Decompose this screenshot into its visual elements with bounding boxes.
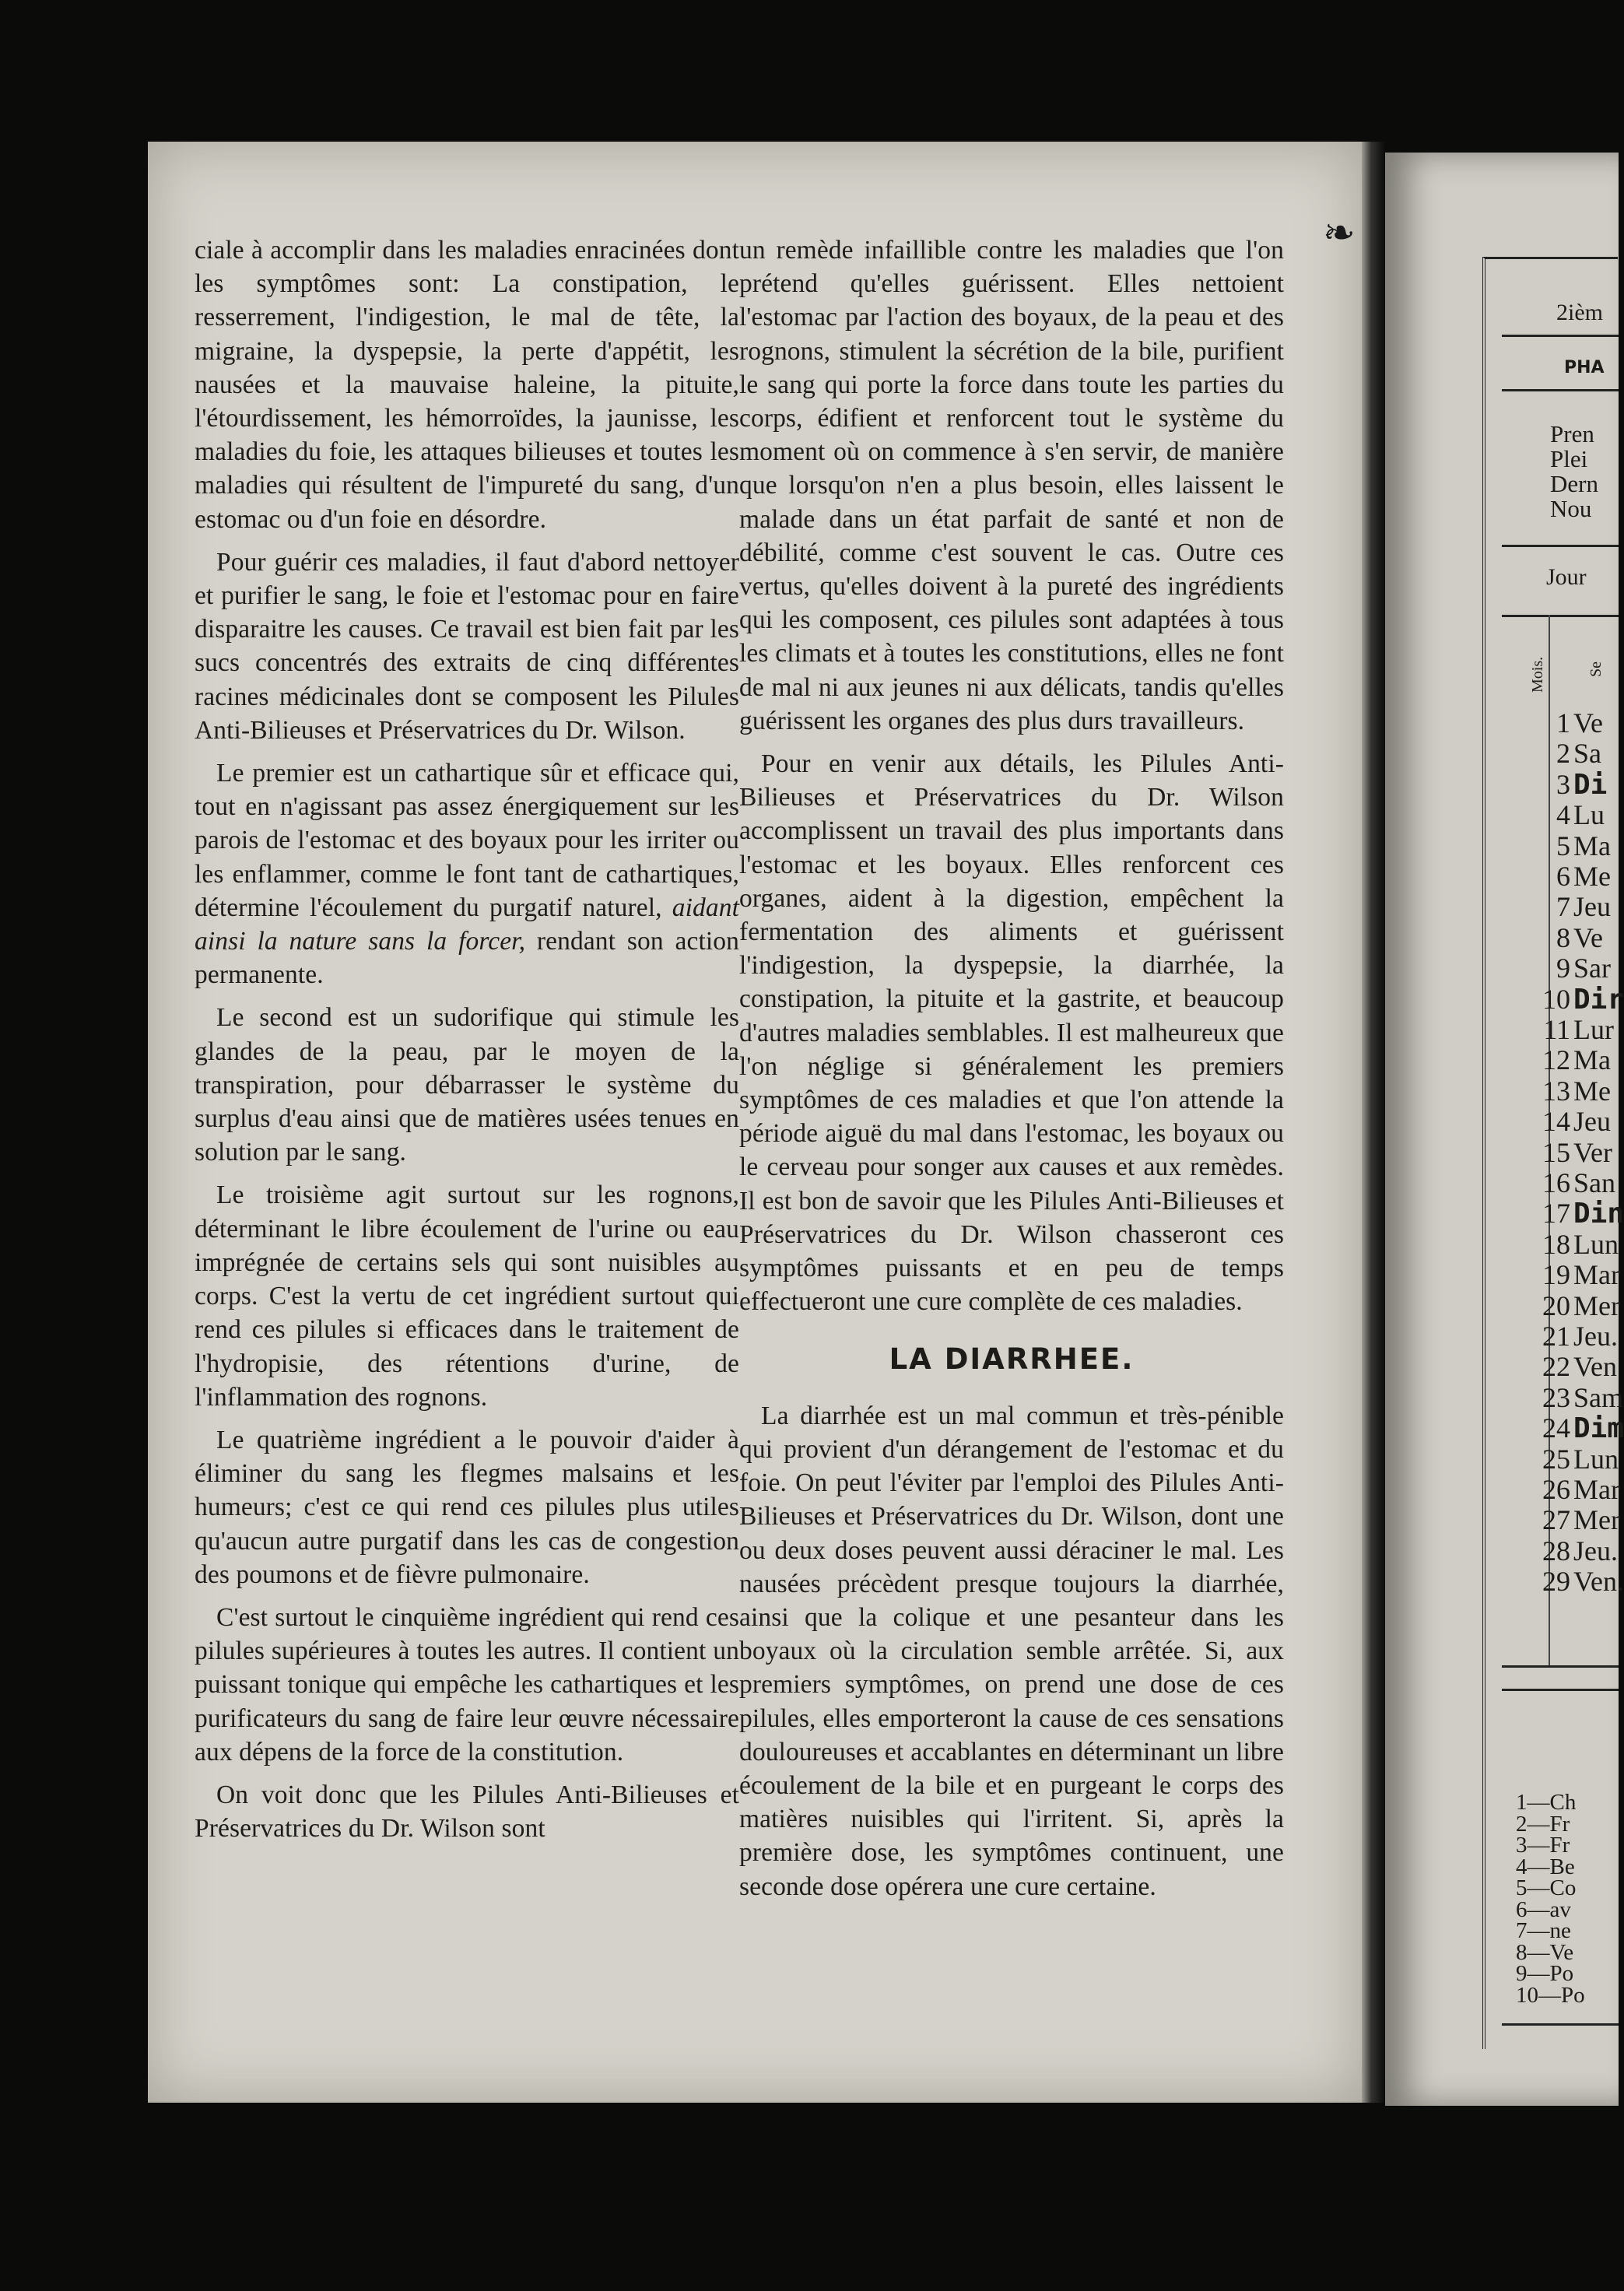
day-number: 7 (1556, 891, 1570, 923)
calendar-day-row (1525, 1352, 1617, 1382)
day-number: 29 (1542, 1566, 1570, 1598)
day-name: Lun (1573, 1443, 1619, 1475)
italic-text: aidant ainsi la nature sans la forcer, (195, 893, 739, 956)
day-number: 2 (1556, 738, 1570, 770)
day-number: 22 (1542, 1351, 1570, 1383)
calendar-day-row (1525, 892, 1611, 922)
calendar-day-row (1525, 1260, 1620, 1290)
divider (1502, 1665, 1619, 1668)
calendar-day-row (1525, 1015, 1614, 1045)
day-number: 10 (1542, 983, 1570, 1015)
calendar-day-row (1525, 861, 1611, 892)
day-number: 14 (1542, 1106, 1570, 1138)
divider (1502, 615, 1619, 617)
calendar-day-row (1525, 831, 1611, 861)
day-number: 3 (1556, 768, 1570, 800)
calendar-list-item: 4—Be (1516, 1854, 1575, 1879)
calendar-list-item: 3—Fr (1516, 1833, 1570, 1858)
divider (1502, 335, 1619, 337)
column-header-semaine: Se (1587, 661, 1605, 677)
calendar-day-row (1525, 1076, 1611, 1107)
day-number: 17 (1542, 1198, 1570, 1230)
day-name: Ven. (1573, 1566, 1624, 1598)
column-header-mois: Mois. (1529, 656, 1546, 693)
calendar-day-row (1525, 1444, 1619, 1475)
day-name: Sam (1573, 1381, 1624, 1413)
paragraph: La diarrhée est un mal commun et très-pénible qui provient d'un dérangement de l'estomac et du foie. On peut l'éviter par l'emploi des Pilules Anti-Bilieuses et Préservatrices du Dr. Wilson, dont une ou deux doses peuvent aussi déraciner le mal. Les nausées précèdent presque toujours la diarrhée, ainsi que la colique et une pesanteur dans les boyaux où la circulation semble arrêtée. Si, aux premiers symptômes, on prend une dose de ces pilules, elles emporteront la cause de ces sensations douloureuses et accablantes en déterminant un libre écoulement de la bile et en purgeant le corps des matières nuisibles qui l'irritent. Si, après la première dose, les symptômes continuent, une seconde dose opérera une cure certaine. (739, 1401, 1284, 1901)
calendar-day-row (1525, 1107, 1611, 1137)
day-name: Jeu (1573, 1106, 1611, 1138)
calendar-day-row (1525, 770, 1607, 800)
day-number: 8 (1556, 921, 1570, 953)
day-name: Di (1573, 768, 1608, 801)
divider (1502, 1689, 1619, 1691)
day-number: 21 (1542, 1321, 1570, 1352)
divider (1502, 2023, 1619, 2026)
calendar-day-row (1525, 739, 1601, 769)
calendar-list-item: 6—av (1516, 1896, 1571, 1922)
day-name: Dim (1573, 1412, 1624, 1445)
day-number: 12 (1542, 1044, 1570, 1076)
calendar-day-row (1525, 1291, 1620, 1321)
calendar-list-item: 1—Ch (1516, 1790, 1577, 1815)
calendar-day-row (1525, 1475, 1620, 1505)
day-name: Ve (1573, 707, 1603, 739)
day-name: San (1573, 1167, 1615, 1198)
page-gutter (1362, 142, 1385, 2103)
day-number: 13 (1542, 1075, 1570, 1107)
calendar-list-item: 8—Ve (1516, 1939, 1574, 1965)
day-number: 1 (1556, 707, 1570, 739)
day-name: Lu (1573, 799, 1605, 831)
day-name: Me (1573, 1075, 1611, 1107)
calendar-day-row (1525, 1536, 1618, 1567)
day-name: Sa (1573, 738, 1601, 770)
calendar-day-row (1525, 953, 1611, 984)
day-name: Ver (1573, 1136, 1612, 1168)
calendar-day-row (1525, 1413, 1624, 1444)
calendar-day-row (1525, 1383, 1623, 1413)
calendar-day-row (1525, 1045, 1611, 1075)
calendar-day-row (1525, 984, 1624, 1015)
day-name: Ma (1573, 830, 1611, 861)
day-name: Dir (1573, 983, 1624, 1016)
paragraph: Pour guérir ces maladies, il faut d'abord nettoyer et purifier le sang, le foie et l'estomac pour en faire disparaitre les causes. Ce travail est bien fait par les sucs concentrés des extraits de cinq différentes racines médicinales dont se composent les Pilules Anti-Bilieuses et Préservatrices du Dr. Wilson. (195, 547, 739, 745)
divider (1502, 545, 1619, 547)
day-name: Lur (1573, 1014, 1614, 1045)
left-text-column (195, 233, 739, 1845)
day-number: 15 (1542, 1136, 1570, 1168)
day-name: Din (1573, 1198, 1624, 1230)
day-name: Sar (1573, 953, 1611, 984)
day-name: Jeu. (1573, 1535, 1618, 1567)
day-number: 27 (1542, 1504, 1570, 1536)
day-name: Me (1573, 861, 1611, 892)
paragraph: C'est surtout le cinquième ingrédient qui rend ces pilules supérieures à toutes les autres. Il contient un puissant tonique qui empêche les cathartiques et les purificateurs du sang de faire leur œuvre nécessaire aux dépens de la force de la constitution. (195, 1602, 739, 1766)
day-name: Mar (1573, 1474, 1620, 1505)
paragraph: Le troisième agit surtout sur les rognons, déterminant le libre écoulement de l'urine ou eau imprégnée de certains sels qui sont nuisibles au corps. C'est la vertu de cet ingrédient surtout qui rend ces pilules si efficaces dans le traitement de l'hydropisie, des rétentions d'urine, de l'inflammation des rognons. (195, 1181, 739, 1412)
ornament-icon: ❧ (1323, 211, 1356, 254)
calendar-day-row (1525, 1230, 1619, 1260)
calendar-day-row (1525, 1505, 1620, 1535)
calendar-day-row (1525, 1321, 1618, 1352)
calendar-day-row (1525, 1198, 1624, 1229)
right-text-column (739, 233, 1284, 1903)
day-number: 6 (1556, 861, 1570, 892)
paragraph: Le quatrième ingrédient a le pouvoir d'aider à éliminer du sang les flegmes malsains et les humeurs; c'est ce qui rend ces pilules plus utiles qu'aucun autre purgatif dans les cas de congestion des poumons et de fièvre pulmonaire. (195, 1425, 739, 1589)
calendar-list-item: 7—ne (1516, 1918, 1571, 1943)
day-name: Ma (1573, 1044, 1611, 1076)
calendar-day-row (1525, 1567, 1624, 1597)
moon-phase: Nou (1550, 495, 1592, 522)
paragraph: Pour en venir aux détails, les Pilules Anti-Bilieuses et Préservatrices du Dr. Wilson accomplissent un travail des plus importants dans l'estomac et les boyaux. Elles renforcent ces organes, aident à la digestion, empêchent la fermentation des aliments et guérissent l'indigestion, la dyspepsie, la diarrhée, la constipation, la pituite et la gastrite, et beaucoup d'autres maladies semblables. Il est malheureux que l'on néglige si généralement les premiers symptômes de ces maladies et que l'on attende la période aiguë du mal dans l'estomac, les boyaux ou le cerveau pour songer aux causes et aux remèdes. Il est bon de savoir que les Pilules Anti-Bilieuses et Préservatrices du Dr. Wilson chasseront ces symptômes puissants et en peu de temps effectueront une cure complète de ces maladies. (739, 749, 1284, 1317)
calendar-jour-label: Jour (1546, 564, 1587, 590)
calendar-subheader: PHA (1564, 358, 1605, 377)
day-number: 23 (1542, 1381, 1570, 1413)
day-name: Lun (1573, 1228, 1619, 1260)
section-heading: LA DIARRHEE. (889, 1342, 1135, 1376)
day-number: 24 (1542, 1412, 1570, 1444)
calendar-list-item: 2—Fr (1516, 1811, 1570, 1837)
day-number: 19 (1542, 1259, 1570, 1291)
paragraph: ciale à accomplir dans les maladies enracinées dont les symptômes sont: La constipation, le resserrement, l'indigestion, le mal de tête, la migraine, la dyspepsie, la perte d'appétit, les nausées et la mauvaise haleine, la pituite, l'étourdissement, les hémorroïdes, la jaunisse, les maladies du foie, les attaques bilieuses et toutes les maladies qui résultent de l'impureté du sang, d'un estomac ou d'un foie en désordre. (195, 236, 739, 534)
day-number: 28 (1542, 1535, 1570, 1567)
day-number: 11 (1543, 1014, 1570, 1045)
day-number: 25 (1542, 1443, 1570, 1475)
calendar-day-row (1525, 923, 1603, 953)
paragraph-text: Le premier est un cathartique sûr et efficace qui, tout en n'agissant pas assez énergiquement sur les parois de l'estomac et des boyaux pour les irriter ou les enflammer, comme le font tant de cathartiques, détermine l'écoulement du purgatif naturel, (195, 759, 739, 922)
paragraph: un remède infaillible contre les maladies que l'on prétend qu'elles guérissent. Elles nettoient l'estomac par l'action des boyaux, de la peau et des rognons, stimulent la sécrétion de la bile, purifient le sang qui porte la force dans toute les parties du corps, édifient et renforcent tout le système du moment où on commence à s'en servir, de manière que lorsqu'on n'en a plus besoin, elles laissent le malade dans un état parfait de santé et non de débilité, comme c'est souvent le cas. Outre ces vertus, qu'elles doivent à la pureté des ingrédients qui les composent, ces pilules sont adaptées à tous les climats et à toutes les constitutions, elles ne font de mal ni aux jeunes ni aux délicats, tandis qu'elles guérissent les organes des plus durs travailleurs. (739, 236, 1284, 735)
day-number: 5 (1556, 830, 1570, 861)
day-name: Ve (1573, 921, 1603, 953)
paragraph: Le second est un sudorifique qui stimule les glandes de la peau, par le moyen de la transpiration, pour débarrasser le système du surplus d'eau ainsi que de matières usées tenues en solution par le sang. (195, 1003, 739, 1167)
day-name: Jeu (1573, 891, 1611, 923)
calendar-day-row (1525, 800, 1605, 830)
calendar-day-row (1525, 708, 1603, 739)
paragraph: On voit donc que les Pilules Anti-Bilieuses et Préservatrices du Dr. Wilson sont (195, 1780, 739, 1844)
day-name: Mar (1573, 1259, 1620, 1291)
calendar-list-item: 10—Po (1516, 1982, 1585, 2008)
day-number: 20 (1542, 1289, 1570, 1321)
paragraph (195, 756, 739, 991)
day-number: 26 (1542, 1474, 1570, 1505)
calendar-day-row (1525, 1168, 1615, 1198)
day-number: 4 (1556, 799, 1570, 831)
paragraph-text: rendant son action permanente. (195, 927, 739, 990)
day-number: 9 (1556, 953, 1570, 984)
moon-phase: Plei (1550, 445, 1588, 472)
day-number: 16 (1542, 1167, 1570, 1198)
day-name: Mer (1573, 1504, 1620, 1536)
day-number: 18 (1542, 1228, 1570, 1260)
moon-phase: Pren (1550, 420, 1594, 447)
day-name: Mer (1573, 1289, 1620, 1321)
calendar-day-row (1525, 1138, 1612, 1168)
calendar-header: 2ièm (1556, 300, 1603, 325)
day-name: Jeu. (1573, 1321, 1618, 1352)
calendar-list-item: 5—Co (1516, 1875, 1577, 1900)
calendar-list-item: 9—Po (1516, 1961, 1574, 1986)
day-name: Ven (1573, 1351, 1617, 1383)
moon-phase: Dern (1550, 470, 1598, 497)
divider (1502, 389, 1619, 391)
